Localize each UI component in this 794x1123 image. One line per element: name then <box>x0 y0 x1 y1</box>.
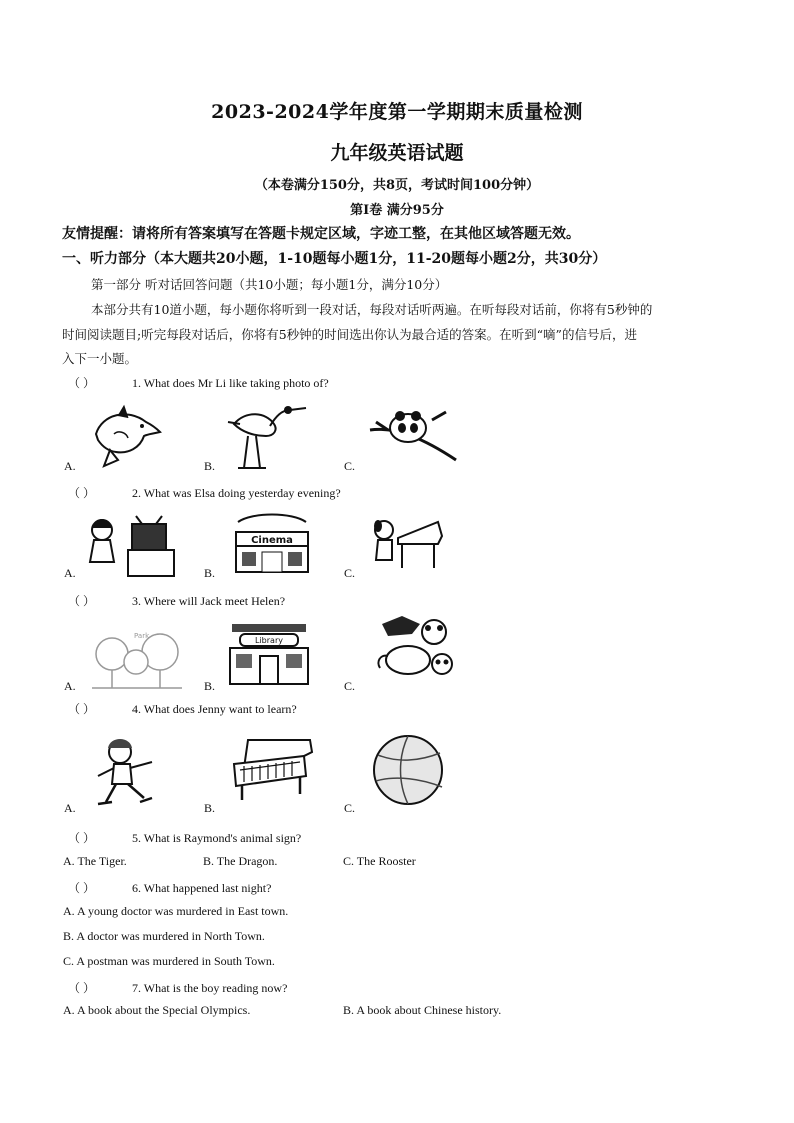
question-6 <box>68 879 271 896</box>
option-c[interactable]: C. The Rooster <box>343 854 416 868</box>
question-text: 4. What does Jenny want to learn? <box>132 702 297 716</box>
zoo-animals-icon[interactable] <box>372 614 460 682</box>
park-sign: Park <box>134 632 150 640</box>
option-label[interactable]: B. <box>204 459 216 473</box>
dolphin-icon[interactable] <box>88 404 162 470</box>
option-label[interactable]: A. <box>64 566 76 580</box>
question-text: 7. What is the boy reading now? <box>132 981 288 995</box>
option-b[interactable]: B. A doctor was murdered in North Town. <box>63 929 265 943</box>
option-label[interactable]: C. <box>344 566 356 580</box>
question-5 <box>68 829 301 846</box>
option-label[interactable]: C. <box>344 459 356 473</box>
library-sign: Library <box>255 636 283 645</box>
skating-boy-icon[interactable] <box>92 736 168 808</box>
option-b[interactable]: B. A book about Chinese history. <box>343 1003 502 1017</box>
piano-icon[interactable] <box>230 736 314 802</box>
option-label[interactable]: A. <box>64 679 76 693</box>
part-heading: 第一部分 听对话回答问题（共10小题；每小题1分，满分10分） <box>91 277 448 292</box>
option-c[interactable]: C. A postman was murdered in South Town. <box>63 954 275 968</box>
panda-icon[interactable] <box>366 400 458 466</box>
library-icon[interactable] <box>226 622 312 686</box>
answer-paren[interactable]: （ ） <box>68 594 96 608</box>
exam-subtitle: 九年级英语试题 <box>330 142 464 164</box>
question-text: 6. What happened last night? <box>132 881 272 895</box>
question-text: 5. What is Raymond's animal sign? <box>132 831 302 845</box>
dog-piano-icon[interactable] <box>368 514 444 572</box>
question-text: 3. Where will Jack meet Helen? <box>132 594 286 608</box>
option-label[interactable]: B. <box>204 566 216 580</box>
answer-paren[interactable]: （ ） <box>68 486 96 500</box>
question-7 <box>68 979 287 996</box>
instructions-line-3: 入下一小题。 <box>62 351 138 366</box>
question-text: 1. What does Mr Li like taking photo of? <box>132 376 329 390</box>
option-label[interactable]: A. <box>64 801 76 815</box>
cinema-icon[interactable] <box>232 512 312 574</box>
option-b[interactable]: B. The Dragon. <box>203 854 278 868</box>
option-label[interactable]: C. <box>344 679 356 693</box>
question-3 <box>68 592 285 609</box>
answer-paren[interactable]: （ ） <box>68 376 96 390</box>
answer-paren[interactable]: （ ） <box>68 981 96 995</box>
cinema-sign: Cinema <box>251 535 293 546</box>
option-a[interactable]: A. The Tiger. <box>63 854 127 868</box>
option-label[interactable]: B. <box>204 679 216 693</box>
park-icon[interactable] <box>88 626 186 690</box>
answer-paren[interactable]: （ ） <box>68 831 96 845</box>
option-a[interactable]: A. A book about the Special Olympics. <box>63 1003 251 1017</box>
basketball-icon[interactable] <box>368 733 450 807</box>
instructions-line-2: 时间阅读题目;听完每段对话后，你将有5秒钟的时间选出你认为最合适的答案。在听到“嘀”的信号后，进 <box>62 327 637 342</box>
answer-paren[interactable]: （ ） <box>68 881 96 895</box>
question-4 <box>68 700 297 717</box>
option-label[interactable]: C. <box>344 801 356 815</box>
section-heading: 一、听力部分（本大题共20小题，1-10题每小题1分，11-20题每小题2分，共30分） <box>62 251 607 267</box>
crane-bird-icon[interactable] <box>226 402 316 470</box>
girl-tv-icon[interactable] <box>84 514 184 578</box>
option-label[interactable]: A. <box>64 459 76 473</box>
exam-title: 2023-2024学年度第一学期期末质量检测 <box>211 101 583 123</box>
question-1 <box>68 374 329 391</box>
question-2 <box>68 484 341 501</box>
question-text: 2. What was Elsa doing yesterday evening? <box>132 486 341 500</box>
exam-info: （本卷满分150分，共8页，考试时间100分钟） <box>254 178 540 193</box>
answer-paren[interactable]: （ ） <box>68 702 96 716</box>
option-a[interactable]: A. A young doctor was murdered in East town. <box>63 904 289 918</box>
instructions-line-1: 本部分共有10道小题，每小题你将听到一段对话，每段对话听两遍。在听每段对话前，你将有5秒钟的 <box>91 302 653 317</box>
option-label[interactable]: B. <box>204 801 216 815</box>
reminder: 友情提醒：请将所有答案填写在答题卡规定区域，字迹工整，在其他区域答题无效。 <box>62 226 580 242</box>
volume-heading: 第Ⅰ卷 满分95分 <box>350 203 444 218</box>
